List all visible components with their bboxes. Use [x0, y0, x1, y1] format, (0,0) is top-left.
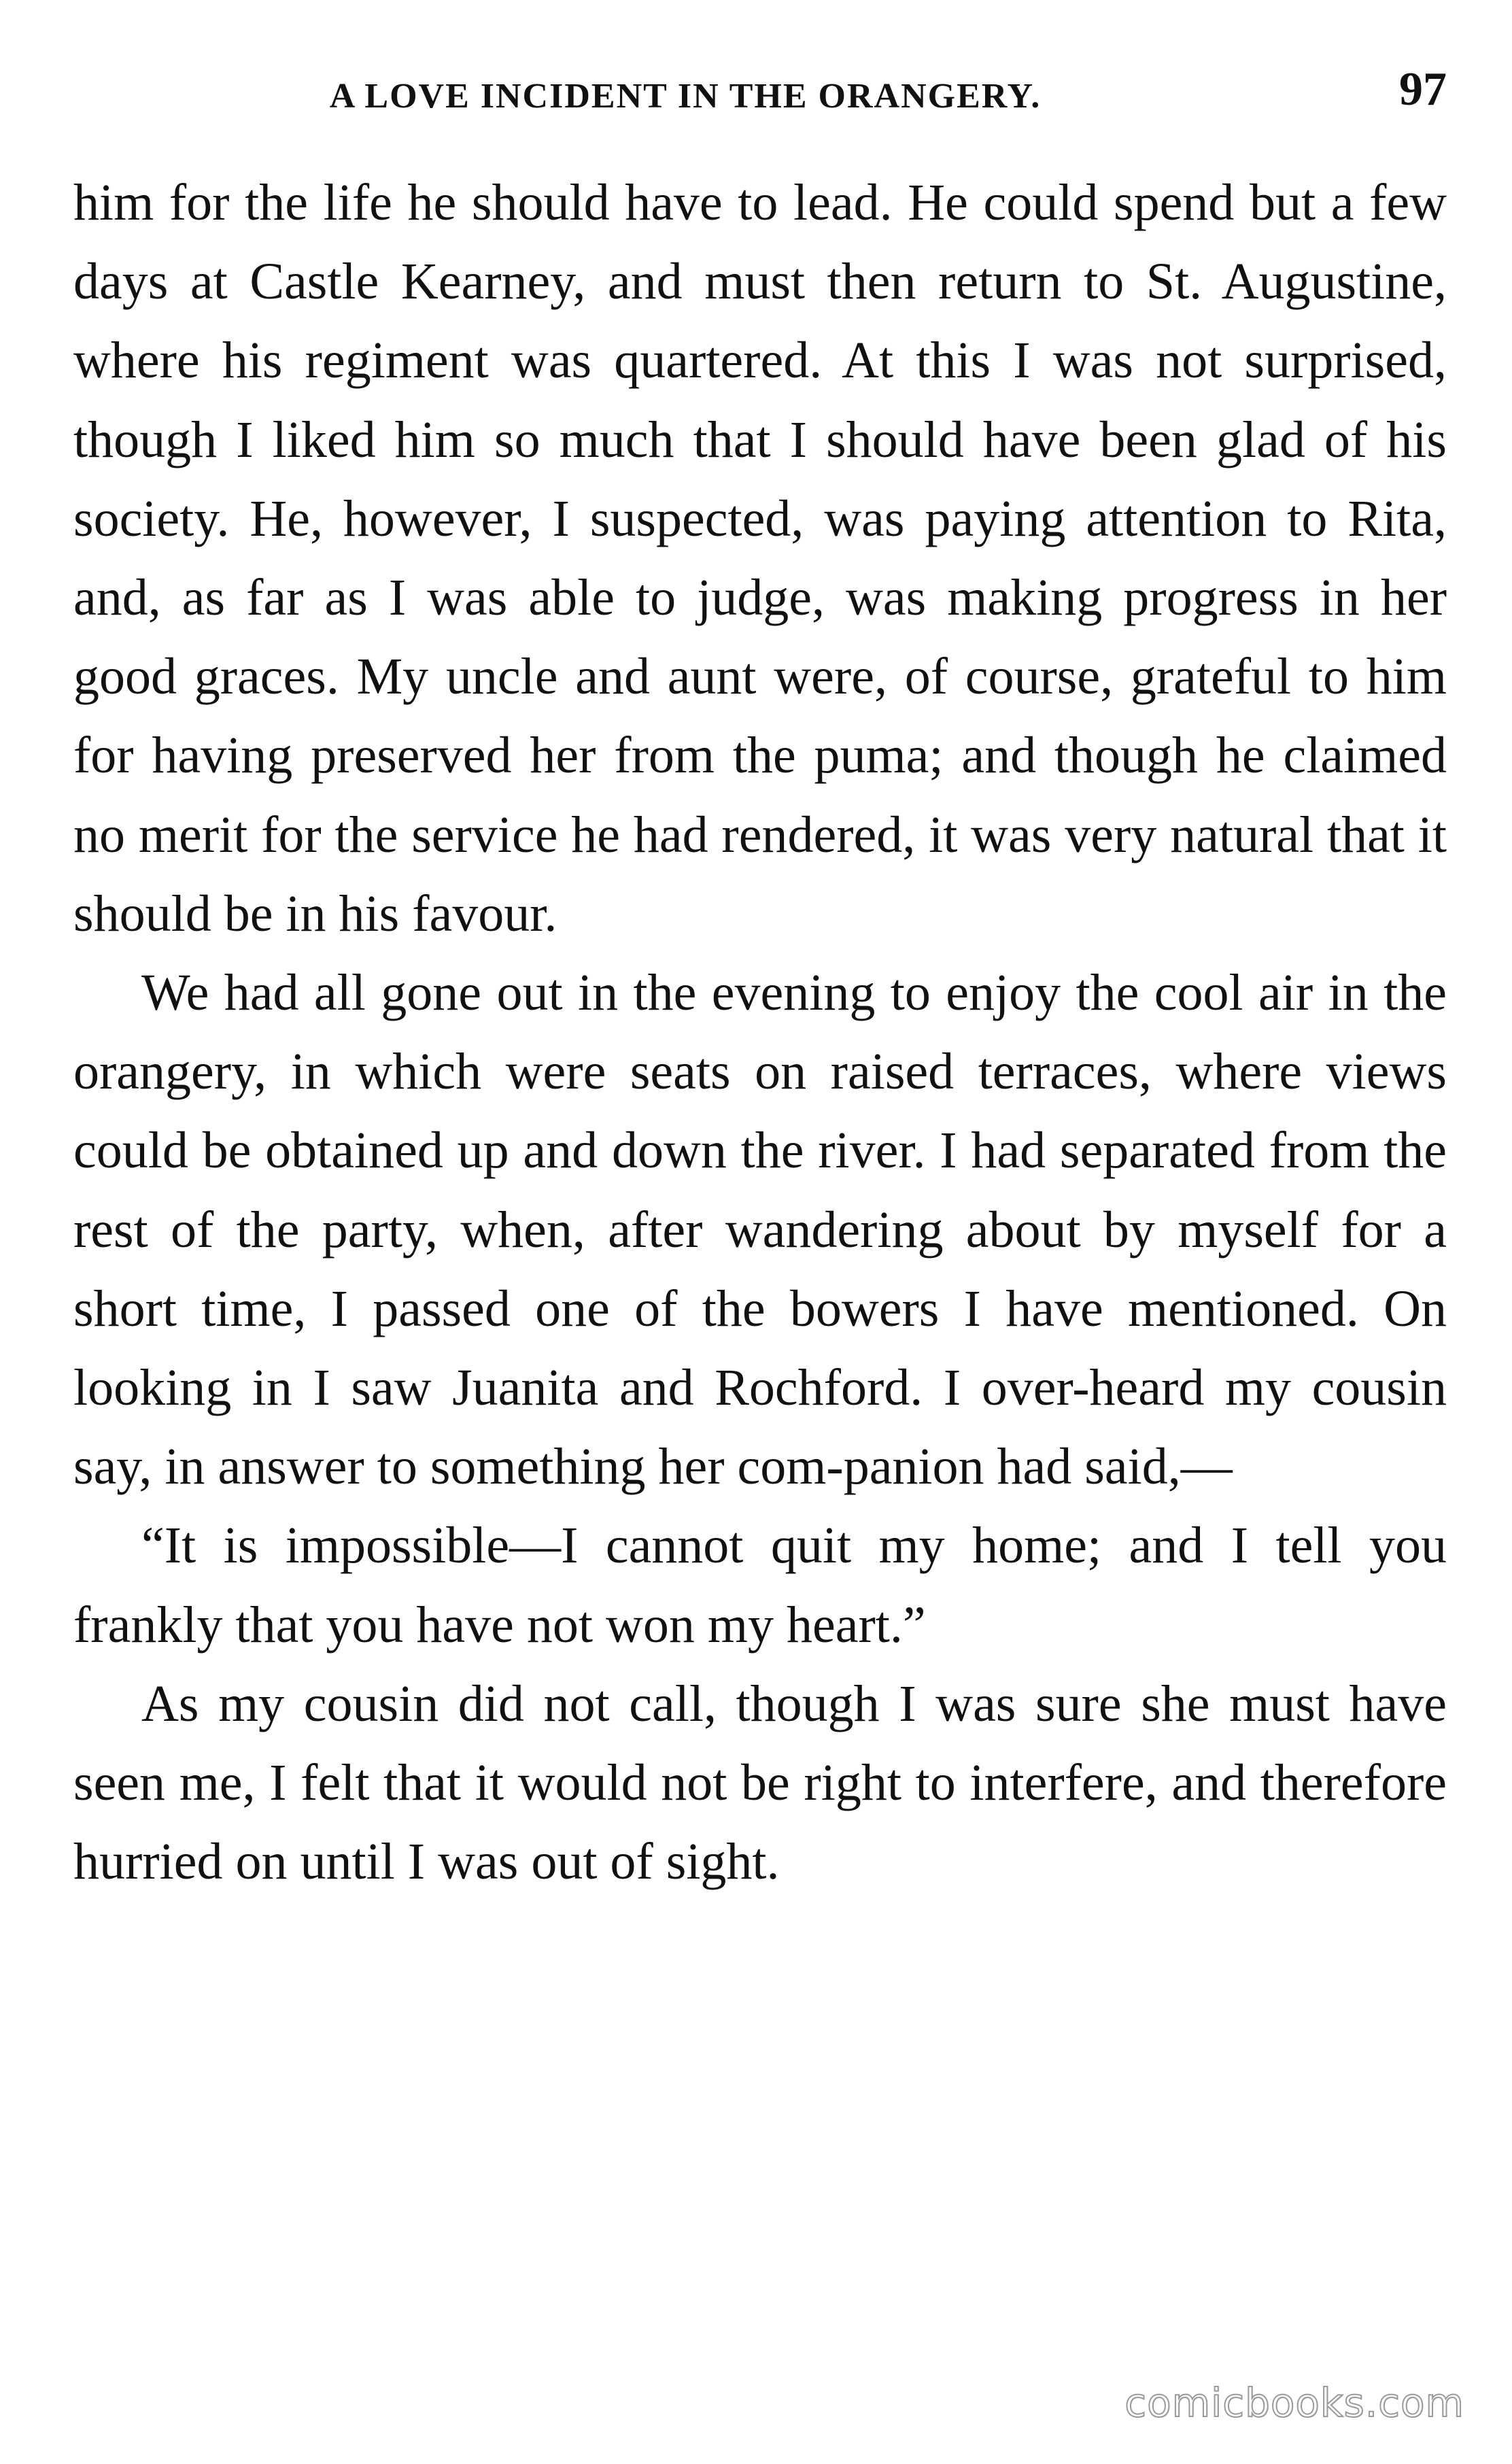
body-text [73, 163, 1447, 1901]
paragraph: As my cousin did not call, though I was sure she must have seen me, I felt that it would not be right to interfere, and therefore hurried on until I was out of sight. [73, 1675, 1447, 1891]
paragraph: him for the life he should have to lead. He could spend but a few days at Castle Kearney, and must then return to St. Augustine, where his regiment was quartered. At this I was not surprised, though I liked him so much that I should have been glad of his society. He, however, I suspected, was paying attention to Rita, and, as far as I was able to judge, was making progress in her good graces. My uncle and aunt were, of course, grateful to him for having preserved her from the puma; and though he claimed no merit for the service he had rendered, it was very natural that it should be in his favour. [73, 174, 1447, 942]
running-title: A LOVE INCIDENT IN THE ORANGERY. [329, 77, 1042, 116]
paragraph: We had all gone out in the evening to enjoy the cool air in the orangery, in which were seats on raised terraces, where views could be obtained up and down the river. I had separated from the rest of the party, when, after wandering about by myself for a short time, I passed one of the bowers I have mentioned. On looking in I saw Juanita and Rochford. I over-heard my cousin say, in answer to something her com-panion had said,— [73, 964, 1447, 1496]
page-number: 97 [1399, 63, 1447, 116]
page-header [73, 63, 1447, 124]
paragraph: “It is impossible—I cannot quit my home; and I tell you frankly that you have not won my heart.” [73, 1517, 1447, 1654]
watermark: comicbooks.com [1124, 2380, 1464, 2426]
